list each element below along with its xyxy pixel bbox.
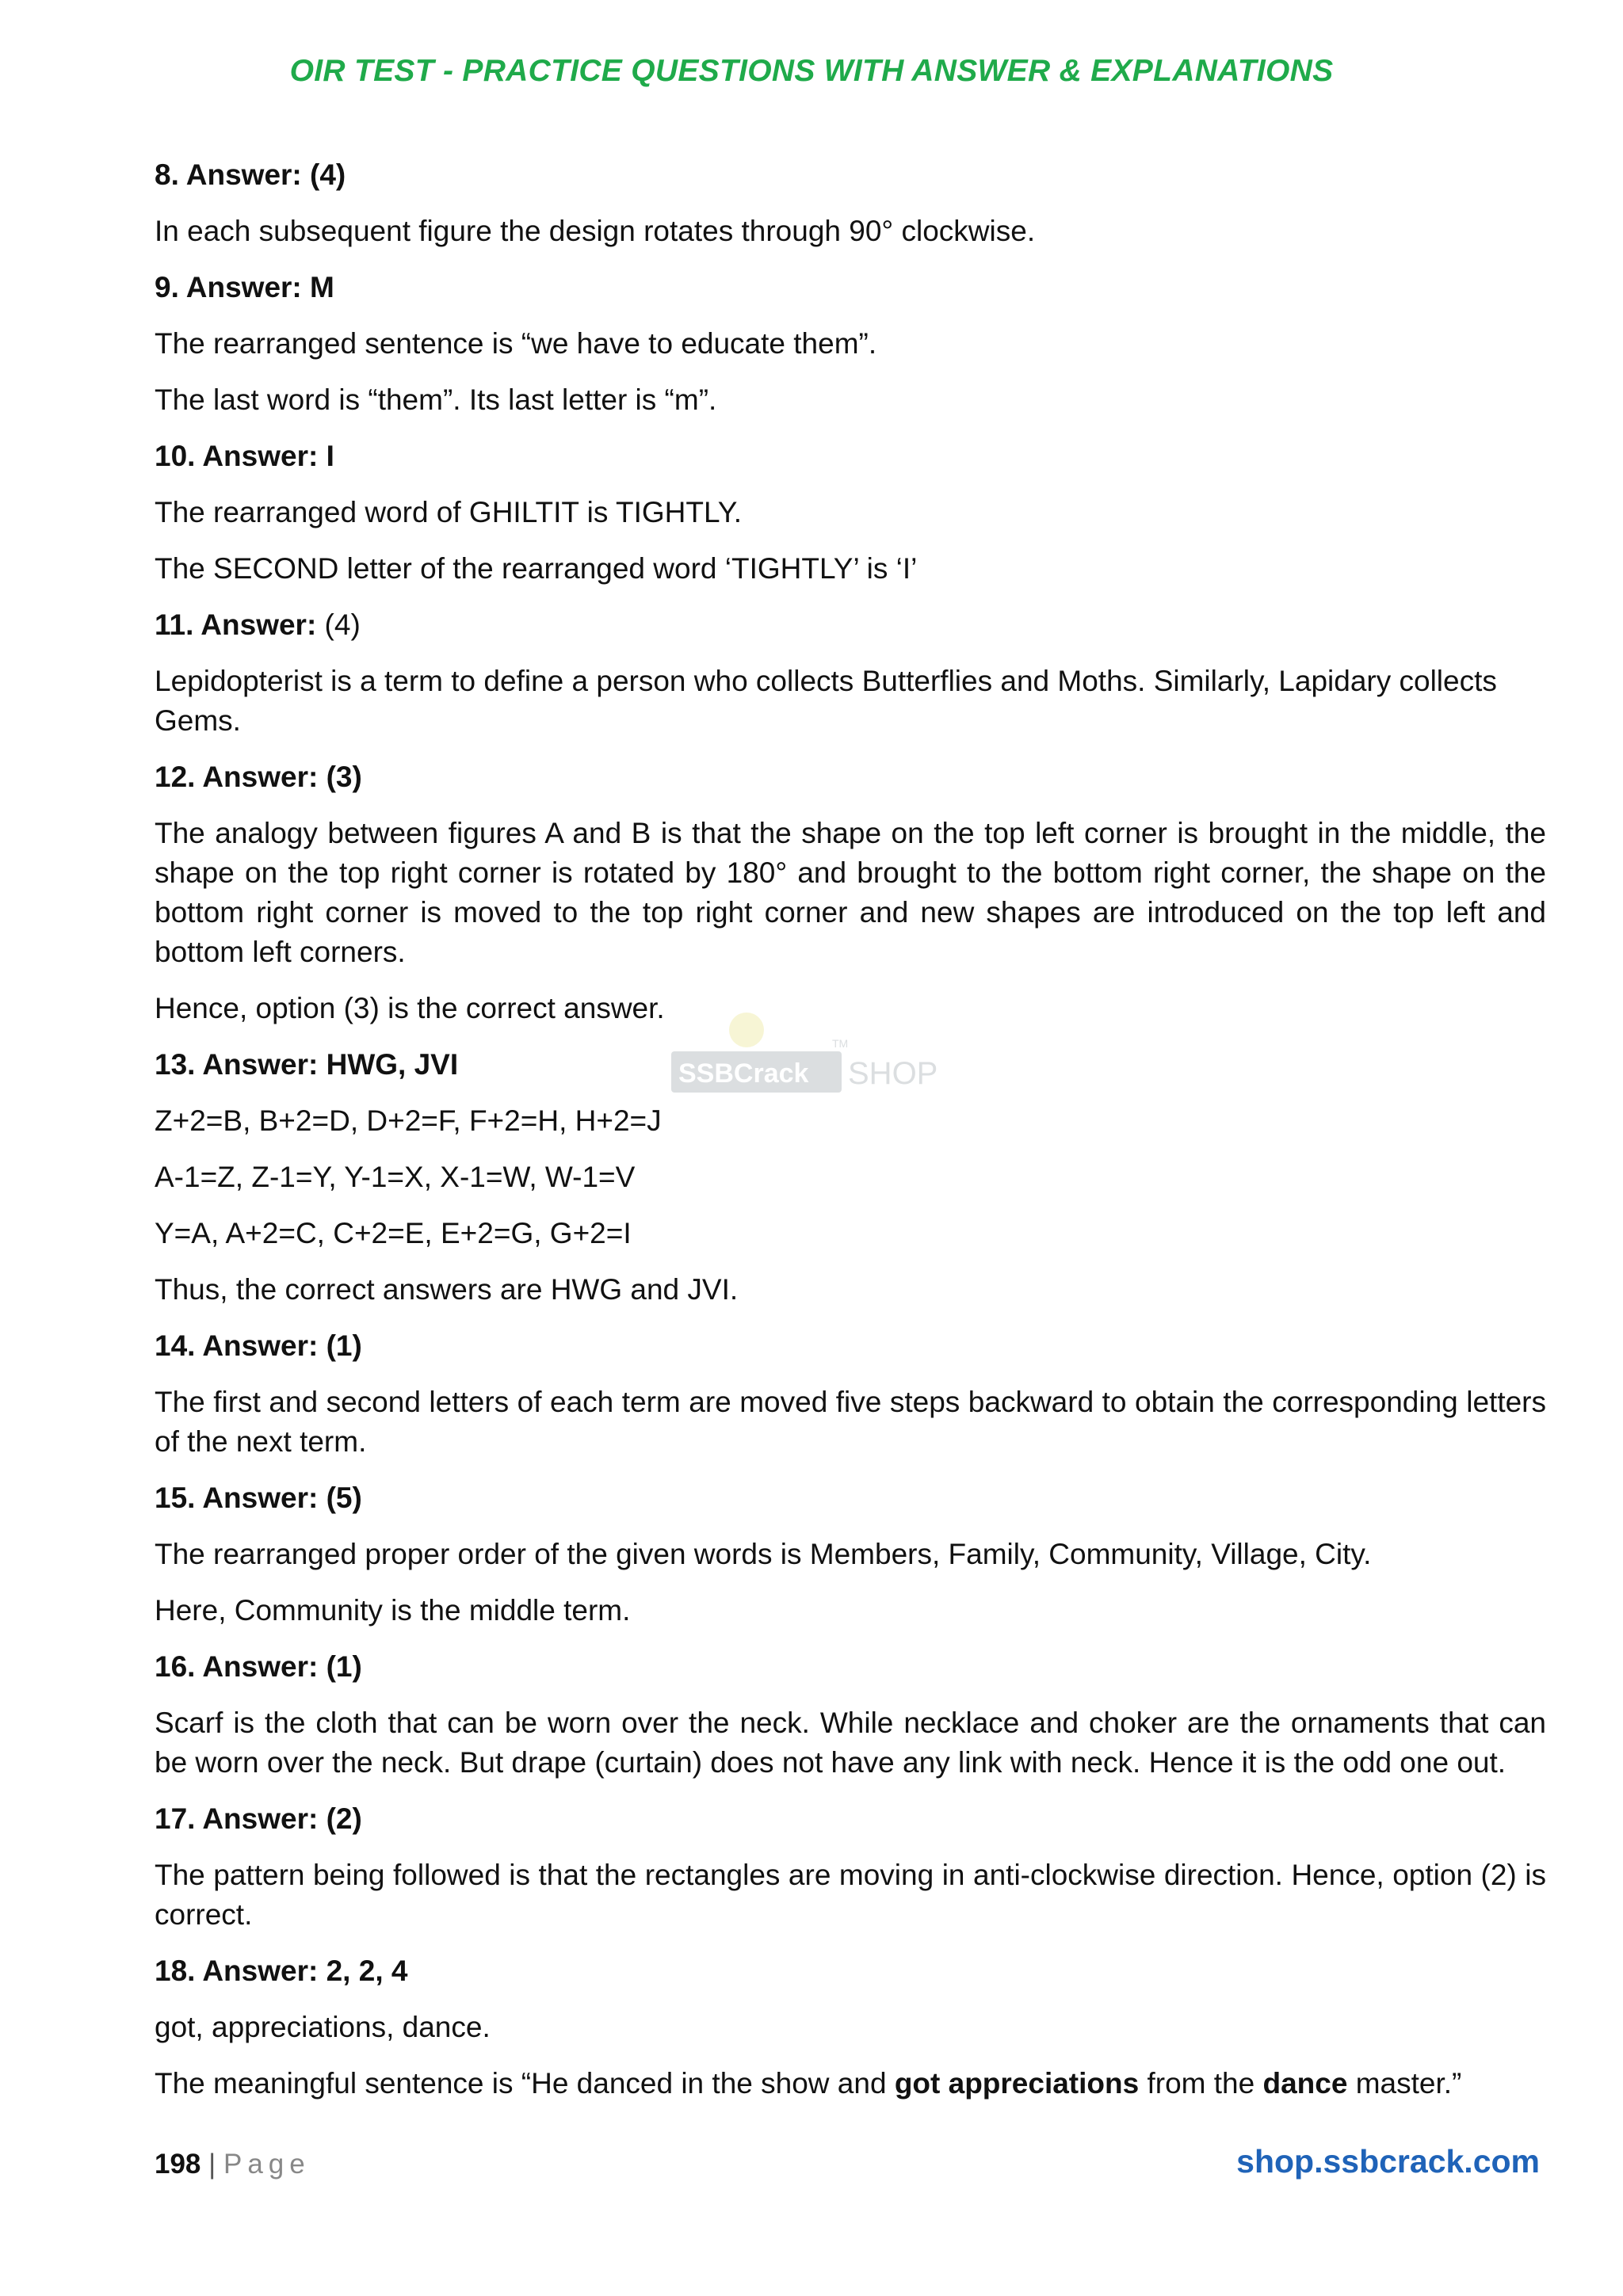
answer-12-explanation: The analogy between figures A and B is that the shape on the top left corner is brought in the middle, the shape on the top right corner is rotated by 180° and brought to the bottom right corner, the shape on the bottom right corner is moved to the top right corner and new shapes are introduced on the top left and bottom left corners. — [155, 817, 1546, 968]
answer-17-explanation: The pattern being followed is that the rectangles are moving in anti-clockwise direction. Hence, option (2) is correct. — [155, 1859, 1546, 1931]
answer-9-line-1: The rearranged sentence is “we have to educate them”. — [155, 327, 877, 360]
answer-11-heading-row — [155, 605, 1546, 645]
answer-10-line-2: The SECOND letter of the rearranged word ‘TIGHTLY’ is ‘I’ — [155, 552, 918, 585]
answer-13-line-4: Thus, the correct answers are HWG and JVI. — [155, 1273, 739, 1306]
footer-site-link[interactable]: shop.ssbcrack.com — [1236, 2143, 1540, 2180]
answer-9-heading: 9. Answer: M — [155, 271, 334, 303]
sentence-bold-2: dance — [1262, 2067, 1348, 2100]
answer-12-heading: 12. Answer: (3) — [155, 761, 362, 793]
watermark-brand: SSBCrack — [678, 1058, 809, 1089]
answer-10-heading: 10. Answer: I — [155, 440, 334, 472]
answer-13-line-3: Y=A, A+2=C, C+2=E, E+2=G, G+2=I — [155, 1217, 632, 1249]
answer-16-heading: 16. Answer: (1) — [155, 1650, 362, 1683]
page-header-title: OIR TEST - PRACTICE QUESTIONS WITH ANSWER & EXPLANATIONS — [289, 54, 1334, 88]
answer-9-line-2: The last word is “them”. Its last letter is “m”. — [155, 383, 717, 416]
page-number: 198 — [155, 2149, 201, 2180]
answer-14-explanation: The first and second letters of each term are moved five steps backward to obtain the corresponding letters of the next term. — [155, 1386, 1546, 1458]
page-footer — [155, 2149, 311, 2180]
answer-11-value: (4) — [316, 608, 361, 641]
answer-13-heading: 13. Answer: HWG, JVI — [155, 1048, 459, 1081]
answer-17-heading: 17. Answer: (2) — [155, 1802, 362, 1835]
answer-11-heading: 11. Answer: — [155, 608, 317, 641]
answer-8-explanation: In each subsequent figure the design rotates through 90° clockwise. — [155, 215, 1036, 247]
answer-8-heading: 8. Answer: (4) — [155, 158, 346, 191]
answer-16-explanation: Scarf is the cloth that can be worn over the neck. While necklace and choker are the ornaments that can be worn over the neck. But drape (curtain) does not have any link with neck. Hence it is the odd one out. — [155, 1707, 1546, 1779]
answer-14-heading: 14. Answer: (1) — [155, 1329, 362, 1362]
sentence-part-2: from the — [1139, 2067, 1263, 2100]
answer-13-line-2: A-1=Z, Z-1=Y, Y-1=X, X-1=W, W-1=V — [155, 1161, 636, 1193]
watermark-suffix: SHOP — [848, 1056, 938, 1091]
page-label: Page — [223, 2149, 311, 2180]
answer-12-conclusion: Hence, option (3) is the correct answer. — [155, 992, 665, 1024]
sentence-part-3: master.” — [1347, 2067, 1462, 2100]
footer-separator: | — [208, 2149, 216, 2180]
answer-11-explanation: Lepidopterist is a term to define a person who collects Butterflies and Moths. Similarly, Lapidary collects Gems. — [155, 665, 1497, 737]
answer-18-sentence — [155, 2064, 1546, 2103]
sentence-part-1: The meaningful sentence is “He danced in the show and — [155, 2067, 895, 2100]
answers-content — [155, 155, 1546, 2120]
answer-10-line-1: The rearranged word of GHILTIT is TIGHTLY. — [155, 496, 742, 528]
answer-15-line-2: Here, Community is the middle term. — [155, 1594, 631, 1627]
watermark-tm: TM — [832, 1037, 849, 1050]
answer-18-line-1: got, appreciations, dance. — [155, 2011, 491, 2043]
answer-15-heading: 15. Answer: (5) — [155, 1482, 362, 1514]
sentence-bold-1: got appreciations — [894, 2067, 1140, 2100]
answer-18-heading: 18. Answer: 2, 2, 4 — [155, 1955, 408, 1987]
answer-15-line-1: The rearranged proper order of the given words is Members, Family, Community, Village, City. — [155, 1538, 1372, 1570]
answer-13-line-1: Z+2=B, B+2=D, D+2=F, F+2=H, H+2=J — [155, 1104, 662, 1137]
